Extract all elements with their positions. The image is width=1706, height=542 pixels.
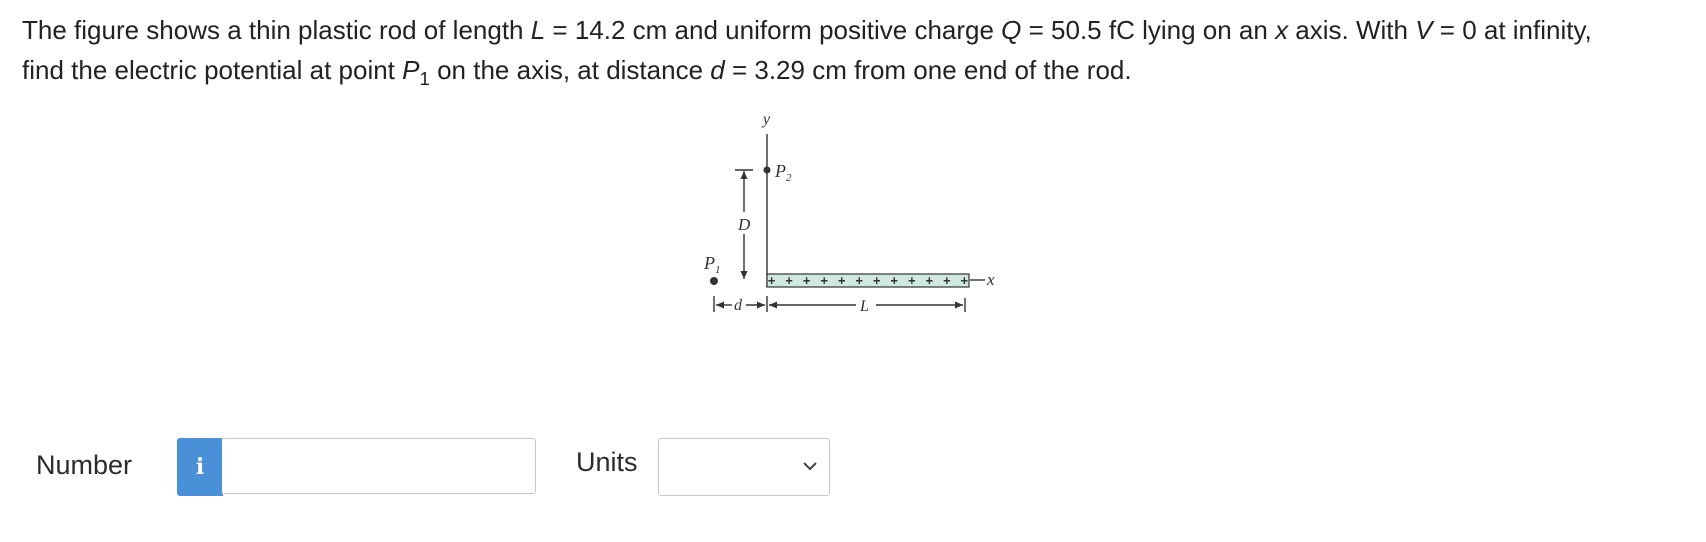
variable-V: V: [1415, 15, 1433, 45]
answer-row: [0, 438, 1706, 502]
question-line-1: [22, 10, 1706, 50]
units-label: Units: [576, 447, 638, 477]
D-arrowhead-bottom: [741, 271, 748, 279]
D-arrowhead-top: [741, 171, 748, 179]
variable-x: x: [1275, 15, 1289, 45]
y-axis-label: y: [763, 112, 771, 128]
x-axis-label: x: [987, 270, 995, 289]
question-text: = 0 at infinity,: [1432, 15, 1592, 45]
units-select[interactable]: [658, 438, 830, 496]
d-label: d: [734, 297, 742, 314]
rod-figure: [660, 112, 1020, 352]
question-text: find the electric potential at point: [22, 55, 403, 85]
L-label: L: [860, 298, 869, 315]
d-arrowhead-right: [757, 302, 765, 309]
variable-L: L: [530, 15, 546, 45]
L-arrowhead-right: [955, 302, 963, 309]
point-p2-label: $P_2$: [775, 161, 792, 184]
subscript-1: 1: [419, 68, 430, 90]
question-text: axis. With: [1288, 15, 1416, 45]
number-input[interactable]: [222, 438, 536, 494]
point-p1-label: $P_1$: [704, 253, 721, 276]
variable-P: P: [402, 55, 420, 85]
variable-d: d: [710, 55, 725, 85]
point-p1-dot: [710, 277, 718, 285]
question-text: = 50.5 fC lying on an: [1021, 15, 1276, 45]
question-text: = 3.29 cm from one end of the rod.: [724, 55, 1132, 85]
question-text: = 14.2 cm and uniform positive charge: [545, 15, 1002, 45]
number-label: Number: [36, 450, 133, 480]
L-arrowhead-left: [769, 302, 777, 309]
rod-charges: + + + + + + + + + + + +: [768, 273, 968, 288]
info-icon[interactable]: i: [177, 438, 223, 496]
d-arrowhead-left: [716, 302, 724, 309]
point-p2-dot: [764, 167, 771, 174]
question-text: The figure shows a thin plastic rod of length: [22, 15, 531, 45]
problem-statement: [22, 10, 1706, 90]
D-label: D: [738, 215, 751, 234]
chevron-down-icon: [803, 461, 817, 471]
question-line-2: [22, 50, 1706, 90]
variable-Q: Q: [1001, 15, 1022, 45]
question-text: on the axis, at distance: [429, 55, 711, 85]
